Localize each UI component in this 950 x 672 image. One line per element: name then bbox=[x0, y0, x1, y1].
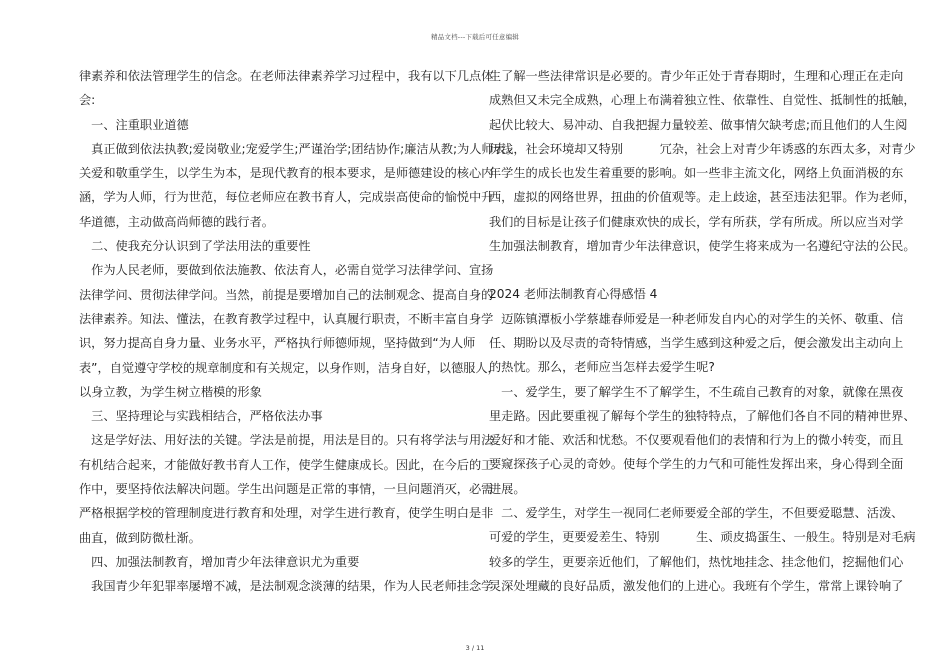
text-line: 二、爱学生，对学生一视同仁老师要爱全部的学生，不但要爱聪慧、活泼、 bbox=[489, 506, 904, 521]
text-line: 一、注重职业道德 bbox=[79, 117, 189, 132]
text-line: 进展。 bbox=[489, 481, 526, 496]
text-line: 作为人民老师，要做到依法施教、依法育人，必需自觉学习法律学问、宣扬 bbox=[79, 263, 494, 278]
text-line: 以身立教，为学生树立楷模的形象 bbox=[79, 384, 262, 399]
text-line: 关爱和敬重学生，以学生为本，是现代教育的根本要求，是师德建设的核心内 bbox=[79, 166, 494, 181]
text-line: 表”，自觉遵守学校的规章制度和有关规定，以身作则，洁身自好，以德服人， bbox=[79, 360, 500, 375]
text-line: 年学生的成长也发生着重要的影响。如一些非主流文化，网络上负面消极的东 bbox=[489, 166, 904, 181]
text-line: 起伏比较大、易冲动、自我把握力量较差、做事情欠缺考虑;而且他们的人生阅 bbox=[489, 117, 908, 132]
text-line: 律素养和依法管理学生的信念。在老师法律素养学习过程中，我有以下几点体 bbox=[79, 69, 494, 83]
page-number: 3 / 11 bbox=[465, 644, 485, 652]
text-line: 我们的目标是让孩子们健康欢快的成长，学有所获，学有所成。所以应当对学 bbox=[489, 214, 904, 229]
section-title: 2024 老师法制教育心得感悟 4 bbox=[489, 287, 658, 302]
text-line: 爱好和才能、欢活和忧愁。不仅要观看他们的表情和行为上的微小转变，而且 bbox=[489, 433, 904, 448]
text-line: 二、使我充分认识到了学法用法的重要性 bbox=[79, 239, 311, 254]
text-line: 识，努力提高自身力量、业务水平，严格执行师德师规，坚持做到“为人师 bbox=[79, 336, 476, 351]
text-line: 严格根据学校的管理制度进行教育和处理，对学生进行教育，使学生明白是非 bbox=[79, 506, 494, 521]
text-line: 生加强法制教育，增加青少年法律意识，使学生将来成为一名遵纪守法的公民。 bbox=[489, 239, 916, 254]
text-line: 法律学问、贯彻法律学问。当然，前提是要增加自己的法制观念、提高自身的 bbox=[79, 287, 494, 302]
text-line: 三、坚持理论与实践相结合，严格依法办事 bbox=[79, 409, 323, 424]
text-line: 要窥探孩子心灵的奇妙。使每个学生的力气和可能性发挥出来，身心得到全面 bbox=[489, 457, 904, 472]
text-line: 任、期盼以及尽责的奇特情感，当学生感到这种爱之后，便会激发出主动向上 bbox=[489, 335, 904, 350]
text-line: 我国青少年犯罪率屡增不减，是法制观念淡薄的结果，作为人民老师挂念学 bbox=[79, 579, 494, 594]
text-line: 会: bbox=[79, 93, 96, 108]
text-line: 四、加强法制教育，增加青少年法律意识尤为重要 bbox=[79, 554, 360, 569]
text-line: 华道德，主动做高尚师德的践行者。 bbox=[79, 214, 274, 229]
text-line: 这是学好法、用好法的关键。学法是前提，用法是目的。只有将学法与用法 bbox=[79, 433, 494, 448]
text-line: 法律素养。知法、懂法，在教育教学过程中，认真履行职责，不断丰富自身学 bbox=[79, 311, 494, 326]
text-line: 作中，要坚持依法解决问题。学生出问题是正常的事情，一旦问题消灭，必需 bbox=[79, 482, 494, 497]
text-line: 成熟但又未完全成熟，心理上布满着独立性、依靠性、自觉性、抵制性的抵触， bbox=[489, 93, 916, 108]
text-line: 可爱的学生，更要爱差生、特别 生、顽皮捣蛋生、一般生。特别是对毛病 bbox=[489, 530, 916, 545]
text-line: 曲直，做到防微杜渐。 bbox=[79, 530, 201, 545]
text-line: 一、爱学生，要了解学生不了解学生，不生疏自己教育的对象，就像在黑夜 bbox=[489, 384, 904, 399]
right-text-column bbox=[489, 64, 916, 598]
blank-line bbox=[489, 258, 874, 282]
text-line: 里走路。因此要重视了解每个学生的独特特点，了解他们各自不同的精神世界、 bbox=[489, 408, 916, 423]
text-line: 迈陈镇潭板小学蔡雄春师爱是一种老师发自内心的对学生的关怀、敬重、信 bbox=[489, 311, 904, 326]
text-line: 历浅，社会环境却又特别 冗杂，社会上对青少年诱惑的东西太多，对青少 bbox=[489, 141, 916, 156]
text-line: 生了解一些法律常识是必要的。青少年正处于青春期时，生理和心理正在走向 bbox=[489, 69, 904, 83]
text-line: 西，虚拟的网络世界，扭曲的价值观等。走上歧途，甚至违法犯罪。作为老师， bbox=[489, 190, 916, 205]
text-line: 真正做到依法执教;爱岗敬业;宠爱学生;严谨治学;团结协作;廉洁从教;为人师表。 bbox=[79, 141, 519, 156]
text-line: 灵深处埋藏的良好品质，激发他们的上进心。我班有个学生，常常上课铃响了 bbox=[489, 578, 904, 593]
text-line: 有机结合起来，才能做好教书育人工作，使学生健康成长。因此，在今后的工 bbox=[79, 457, 494, 472]
document-header: 精品文档---下载后可任意编辑 bbox=[430, 33, 520, 41]
text-line: 的热忱。那么，老师应当怎样去爱学生呢? bbox=[489, 360, 715, 375]
text-line: 较多的学生，更要亲近他们，了解他们，热忱地挂念、挂念他们，挖掘他们心 bbox=[489, 554, 904, 569]
text-line: 涵，学为人师，行为世范，每位老师应在教书育人，完成崇高使命的愉悦中升 bbox=[79, 190, 494, 205]
